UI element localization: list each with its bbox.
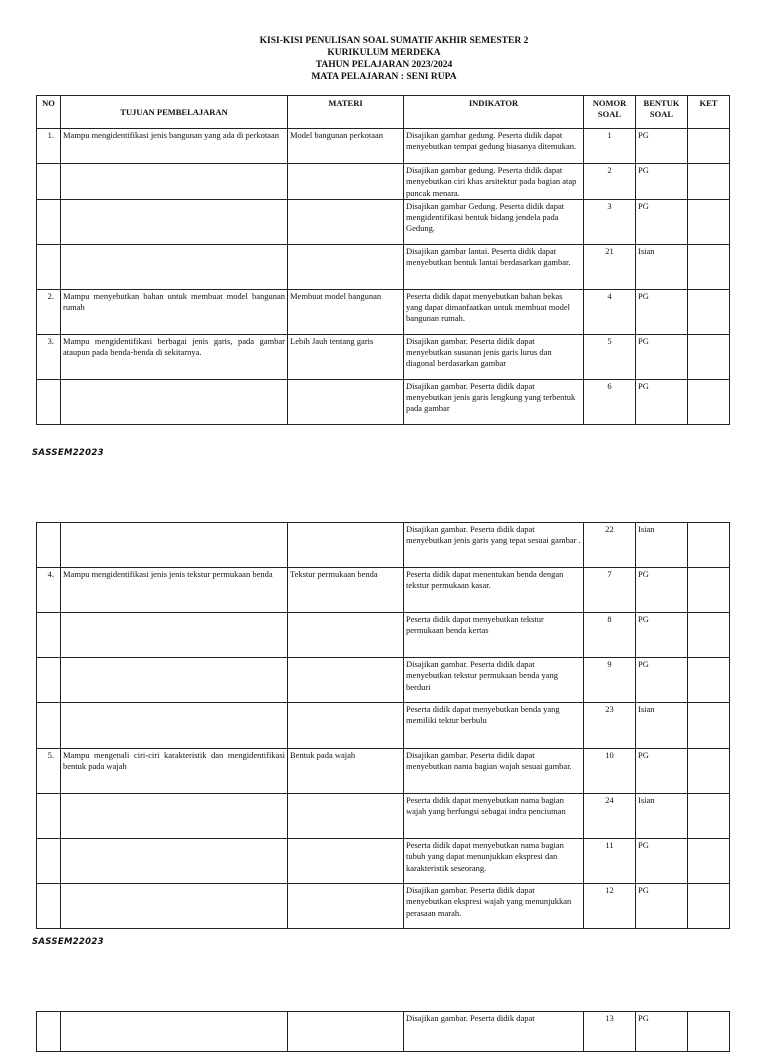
col-ket-header: KET: [688, 96, 730, 129]
table-row: [37, 658, 730, 703]
nomor-soal-cell: 5: [584, 334, 636, 379]
table-row: [37, 703, 730, 749]
indikator-cell: Peserta didik dapat menyebutkan bahan bekas yang dapat dimanfaatkan untuk membuat model bangunan rumah.: [404, 289, 584, 334]
nomor-soal-cell: 21: [584, 244, 636, 289]
ket-cell: [688, 164, 730, 200]
materi-cell: Membuat model bangunan: [288, 289, 404, 334]
nomor-soal-cell: 4: [584, 289, 636, 334]
table-row: [37, 794, 730, 839]
bentuk-soal-cell: PG: [636, 658, 688, 703]
row-number-cell: [37, 244, 61, 289]
tujuan-pembelajaran-cell: [61, 199, 288, 244]
table-row: [37, 749, 730, 794]
ket-cell: [688, 1012, 730, 1052]
row-number-cell: 2.: [37, 289, 61, 334]
col-no-header: NO: [37, 96, 61, 129]
table-row: [37, 839, 730, 884]
bentuk-soal-cell: PG: [636, 379, 688, 424]
indikator-cell: Disajikan gambar. Peserta didik dapat menyebutkan jenis garis lengkung yang terbentuk pada gambar: [404, 379, 584, 424]
bentuk-soal-cell: PG: [636, 129, 688, 164]
table-header-row: [37, 96, 730, 129]
tujuan-pembelajaran-cell: [61, 523, 288, 568]
kisi-table-part-1: [36, 95, 730, 425]
ket-cell: [688, 289, 730, 334]
nomor-soal-cell: 11: [584, 839, 636, 884]
title-line-1: KISI-KISI PENULISAN SOAL SUMATIF AKHIR SEMESTER 2: [259, 36, 529, 46]
table-row: [37, 199, 730, 244]
table-row: [37, 568, 730, 613]
table-row: [37, 884, 730, 929]
title-line-3: TAHUN PELAJARAN 2023/2024: [315, 60, 453, 70]
indikator-cell: Disajikan gambar. Peserta didik dapat menyebutkan nama bagian wajah sesuai gambar.: [404, 749, 584, 794]
title-line-2: KURIKULUM MERDEKA: [327, 48, 441, 58]
indikator-cell: Peserta didik dapat menyebutkan nama bagian tubuh yang dapat menunjukkan ekspresi dan karakteristik seseorang.: [404, 839, 584, 884]
nomor-soal-cell: 8: [584, 613, 636, 658]
bentuk-soal-cell: PG: [636, 749, 688, 794]
row-number-cell: [37, 523, 61, 568]
ket-cell: [688, 884, 730, 929]
nomor-soal-cell: 24: [584, 794, 636, 839]
title-line-4: MATA PELAJARAN : SENI RUPA: [311, 72, 457, 82]
materi-cell: [288, 199, 404, 244]
bentuk-soal-cell: PG: [636, 568, 688, 613]
tujuan-pembelajaran-cell: Mampu mengidentifikasi jenis jenis tekstur permukaan benda: [61, 568, 288, 613]
ket-cell: [688, 749, 730, 794]
indikator-cell: Peserta didik dapat menyebutkan nama bagian wajah yang berfungsi sebagai indra penciuman: [404, 794, 584, 839]
nomor-soal-cell: 23: [584, 703, 636, 749]
ket-cell: [688, 334, 730, 379]
materi-cell: [288, 703, 404, 749]
bentuk-soal-cell: Isian: [636, 244, 688, 289]
indikator-cell: Peserta didik dapat menentukan benda dengan tekstur permukaan kasar.: [404, 568, 584, 613]
nomor-soal-cell: 10: [584, 749, 636, 794]
table-row: [37, 164, 730, 200]
tujuan-pembelajaran-cell: Mampu mengidentifikasi jenis bangunan yang ada di perkotaan: [61, 129, 288, 164]
materi-cell: [288, 613, 404, 658]
row-number-cell: 5.: [37, 749, 61, 794]
row-number-cell: 1.: [37, 129, 61, 164]
ket-cell: [688, 244, 730, 289]
table-row: [37, 129, 730, 164]
tujuan-pembelajaran-cell: [61, 794, 288, 839]
bentuk-soal-cell: PG: [636, 839, 688, 884]
nomor-soal-cell: 6: [584, 379, 636, 424]
ket-cell: [688, 839, 730, 884]
col-bentuk-header: BENTUK SOAL: [636, 96, 688, 129]
bentuk-soal-cell: PG: [636, 199, 688, 244]
footer-code: SASSEM22023: [32, 448, 104, 458]
bentuk-soal-cell: PG: [636, 1012, 688, 1052]
tujuan-pembelajaran-cell: [61, 703, 288, 749]
col-materi-header: MATERI: [288, 96, 404, 129]
ket-cell: [688, 703, 730, 749]
bentuk-soal-cell: PG: [636, 334, 688, 379]
row-number-cell: [37, 658, 61, 703]
ket-cell: [688, 523, 730, 568]
kisi-table-part-2: [36, 522, 730, 929]
ket-cell: [688, 199, 730, 244]
col-indikator-header: INDIKATOR: [404, 96, 584, 129]
materi-cell: Lebih Jauh tentang garis: [288, 334, 404, 379]
indikator-cell: Disajikan gambar gedung. Peserta didik dapat menyebutkan ciri khas arsitektur pada bagian atap puncak menara.: [404, 164, 584, 200]
tujuan-pembelajaran-cell: [61, 613, 288, 658]
nomor-soal-cell: 12: [584, 884, 636, 929]
materi-cell: [288, 379, 404, 424]
bentuk-soal-cell: PG: [636, 884, 688, 929]
table-row: [37, 379, 730, 424]
nomor-soal-cell: 7: [584, 568, 636, 613]
col-tujuan-header: TUJUAN PEMBELAJARAN: [61, 96, 288, 129]
table-row: [37, 613, 730, 658]
indikator-cell: Disajikan gambar. Peserta didik dapat menyebutkan tekstur permukaan benda yang berduri: [404, 658, 584, 703]
tujuan-pembelajaran-cell: [61, 839, 288, 884]
nomor-soal-cell: 3: [584, 199, 636, 244]
col-nomor-header: NOMOR SOAL: [584, 96, 636, 129]
nomor-soal-cell: 1: [584, 129, 636, 164]
row-number-cell: [37, 794, 61, 839]
materi-cell: Tekstur permukaan benda: [288, 568, 404, 613]
tujuan-pembelajaran-cell: [61, 884, 288, 929]
bentuk-soal-cell: Isian: [636, 703, 688, 749]
bentuk-soal-cell: Isian: [636, 794, 688, 839]
materi-cell: [288, 658, 404, 703]
ket-cell: [688, 613, 730, 658]
indikator-cell: Disajikan gambar. Peserta didik dapat menyebutkan ekspresi wajah yang menunjukkan perasaan marah.: [404, 884, 584, 929]
bentuk-soal-cell: PG: [636, 289, 688, 334]
materi-cell: Model bangunan perkotaan: [288, 129, 404, 164]
footer-code: SASSEM22023: [32, 937, 104, 947]
materi-cell: [288, 839, 404, 884]
table-row: [37, 289, 730, 334]
tujuan-pembelajaran-cell: [61, 1012, 288, 1052]
ket-cell: [688, 379, 730, 424]
table-row: [37, 1012, 730, 1052]
tujuan-pembelajaran-cell: [61, 244, 288, 289]
nomor-soal-cell: 22: [584, 523, 636, 568]
materi-cell: [288, 523, 404, 568]
row-number-cell: [37, 839, 61, 884]
row-number-cell: [37, 884, 61, 929]
tujuan-pembelajaran-cell: Mampu mengidentifikasi berbagai jenis garis, pada gambar ataupun pada benda-benda di sekitarnya.: [61, 334, 288, 379]
ket-cell: [688, 794, 730, 839]
row-number-cell: [37, 703, 61, 749]
nomor-soal-cell: 2: [584, 164, 636, 200]
table-row: [37, 334, 730, 379]
tujuan-pembelajaran-cell: [61, 658, 288, 703]
ket-cell: [688, 129, 730, 164]
row-number-cell: 3.: [37, 334, 61, 379]
indikator-cell: Disajikan gambar. Peserta didik dapat: [404, 1012, 584, 1052]
indikator-cell: Peserta didik dapat menyebutkan benda yang memiliki tektur berbulu: [404, 703, 584, 749]
indikator-cell: Disajikan gambar lantai. Peserta didik dapat menyebutkan bentuk lantai berdasarkan gambar.: [404, 244, 584, 289]
row-number-cell: [37, 199, 61, 244]
document-header: [0, 35, 768, 83]
row-number-cell: [37, 613, 61, 658]
ket-cell: [688, 568, 730, 613]
materi-cell: [288, 1012, 404, 1052]
materi-cell: [288, 884, 404, 929]
nomor-soal-cell: 9: [584, 658, 636, 703]
table-row: [37, 244, 730, 289]
materi-cell: [288, 244, 404, 289]
indikator-cell: Disajikan gambar. Peserta didik dapat menyebutkan jenis garis yang tepat sesuai gambar .: [404, 523, 584, 568]
ket-cell: [688, 658, 730, 703]
bentuk-soal-cell: PG: [636, 613, 688, 658]
row-number-cell: 4.: [37, 568, 61, 613]
tujuan-pembelajaran-cell: [61, 379, 288, 424]
tujuan-pembelajaran-cell: [61, 164, 288, 200]
nomor-soal-cell: 13: [584, 1012, 636, 1052]
table-row: [37, 523, 730, 568]
materi-cell: [288, 164, 404, 200]
tujuan-pembelajaran-cell: Mampu menyebutkan bahan untuk membuat model bangunan rumah: [61, 289, 288, 334]
indikator-cell: Disajikan gambar Gedung. Peserta didik dapat mengidentifikasi bentuk bidang jendela pada Gedung.: [404, 199, 584, 244]
materi-cell: Bentuk pada wajah: [288, 749, 404, 794]
indikator-cell: Disajikan gambar gedung. Peserta didik dapat menyebutkan tempat gedung biasanya ditemukan.: [404, 129, 584, 164]
indikator-cell: Peserta didik dapat menyebutkan tekstur permukaan benda kertas: [404, 613, 584, 658]
row-number-cell: [37, 379, 61, 424]
row-number-cell: [37, 164, 61, 200]
tujuan-pembelajaran-cell: Mampu mengenali ciri-ciri karakteristik dan mengidentifikasi bentuk pada wajah: [61, 749, 288, 794]
indikator-cell: Disajikan gambar. Peserta didik dapat menyebutkan susunan jenis garis lurus dan diagonal berdasarkan gambar: [404, 334, 584, 379]
row-number-cell: [37, 1012, 61, 1052]
kisi-table-part-3: [36, 1011, 730, 1052]
bentuk-soal-cell: PG: [636, 164, 688, 200]
materi-cell: [288, 794, 404, 839]
bentuk-soal-cell: Isian: [636, 523, 688, 568]
